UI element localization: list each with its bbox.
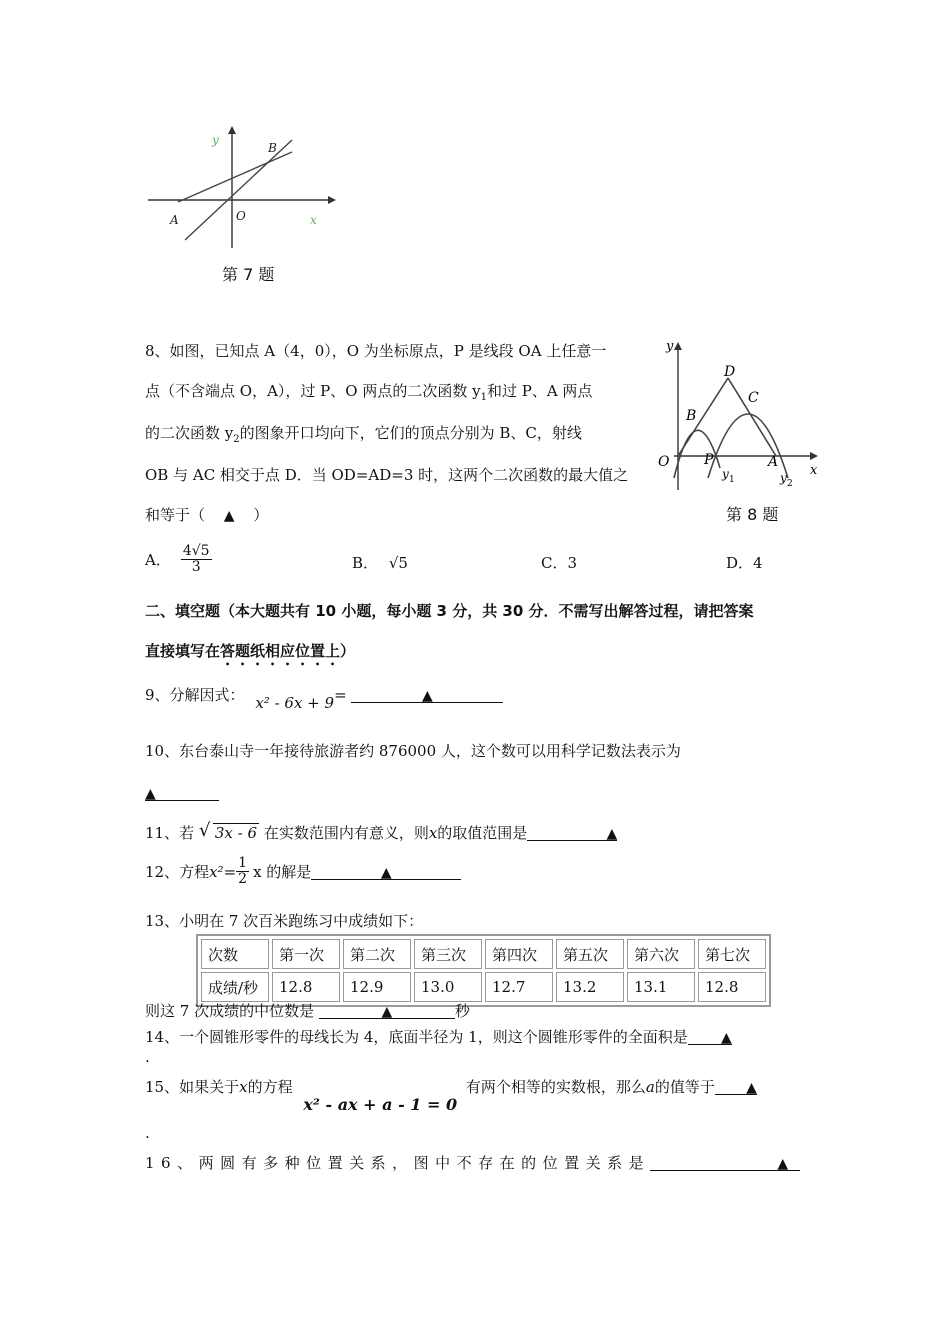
answer-triangle-icon: ▲ [145, 786, 156, 802]
fig8-y2-sub: 2 [787, 479, 793, 489]
table-cell: 12.9 [343, 972, 411, 1002]
table-header-cell: 次数 [201, 939, 269, 969]
fig7-A-label: A [170, 213, 179, 227]
fig8-O-label: O [658, 454, 670, 470]
q12-b: x 的解是 [253, 863, 312, 882]
table-header-cell: 第五次 [556, 939, 624, 969]
fig8-B-label: B [686, 408, 697, 424]
q8-line-3 [145, 422, 582, 445]
q8-line-5 [145, 504, 268, 525]
q15-b: 的方程 [247, 1078, 293, 1096]
table-header-cell: 第三次 [414, 939, 482, 969]
q13-after [145, 1000, 470, 1021]
table-cell: 12.8 [272, 972, 340, 1002]
q12-fraction [236, 856, 249, 888]
fig7-x-label: x [310, 213, 317, 227]
section-2-heading-line-1: 二、填空题（本大题共有 10 小题，每小题 3 分，共 30 分．不需写出解答过程，请把答案 [145, 602, 754, 620]
option-a-label: A． [145, 551, 171, 570]
q12-lhs: x² [209, 862, 224, 881]
q13-intro: 13、小明在 7 次百米跑练习中成绩如下： [145, 912, 424, 930]
q14-end: . [145, 1048, 150, 1066]
q11-answer-blank [527, 824, 617, 841]
fig8-P-label: P [704, 452, 714, 468]
q11-a: 11、若 [145, 824, 195, 842]
q14 [145, 1026, 732, 1047]
q15 [145, 1076, 757, 1114]
section-2-heading-2a: 直接填写在 [145, 642, 221, 660]
table-header-cell: 第七次 [698, 939, 766, 969]
q15-expression: x² - ax + a - 1 = 0 [303, 1095, 458, 1114]
q15-c: 有两个相等的实数根，那么 [465, 1078, 646, 1096]
table-row [201, 972, 766, 1002]
q12-numerator: 1 [238, 855, 248, 871]
table-cell: 12.8 [698, 972, 766, 1002]
figure-8-caption: 第 8 题 [726, 505, 779, 524]
q10-line-2 [145, 784, 219, 802]
q15-var2: a [645, 1078, 655, 1096]
q8-line-2-sub: 1 [480, 392, 487, 403]
q14-answer-blank [688, 1028, 732, 1045]
q12-equals: = [223, 862, 237, 881]
section-2-heading-2b: 答题纸相应位置上 [220, 642, 341, 660]
q8-line-1: 8、如图，已知点 A（4，0），O 为坐标原点，P 是线段 OA 上任意一 [145, 342, 607, 360]
fig8-y1-sub: 1 [729, 475, 735, 485]
figure-7-caption: 第 7 题 [222, 265, 275, 284]
q8-line-5a: 和等于（ [145, 506, 206, 524]
q16-answer-blank [650, 1154, 800, 1171]
q12 [145, 856, 461, 888]
q12-answer-blank [311, 863, 461, 880]
table-row-label: 成绩/秒 [201, 972, 269, 1002]
q8-option-c: C．3 [541, 554, 578, 572]
table-cell: 12.7 [485, 972, 553, 1002]
answer-triangle-icon: ▲ [422, 688, 433, 704]
q8-line-2 [145, 380, 592, 403]
q10-answer-blank [145, 784, 219, 801]
fig8-y-label: y [666, 339, 674, 354]
table-cell: 13.2 [556, 972, 624, 1002]
fig8-y1-label: y [722, 467, 729, 481]
figure-8-graph [652, 338, 822, 498]
answer-triangle-icon: ▲ [380, 865, 392, 882]
figure-8 [652, 338, 822, 498]
table-header-cell: 第六次 [627, 939, 695, 969]
q11-expression: 3x - 6 [214, 824, 258, 842]
sqrt-icon: √ [198, 820, 211, 841]
q9-equals: = [334, 686, 347, 704]
q8-line-5b: ） [253, 506, 269, 524]
q13-answer-blank [319, 1002, 455, 1019]
fig7-B-label: B [268, 141, 277, 155]
q11-b: 在实数范围内有意义，则 [263, 824, 429, 842]
q14-text: 14、一个圆锥形零件的母线长为 4，底面半径为 1，则这个圆锥形零件的全面积是 [145, 1028, 688, 1046]
q8-option-a [145, 544, 212, 576]
option-b-value: √5 [388, 554, 408, 572]
q13-after-a: 则这 7 次成绩的中位数是 [145, 1002, 315, 1020]
answer-triangle-icon: ▲ [381, 1004, 393, 1020]
option-a-fraction [181, 544, 212, 576]
answer-triangle-icon: ▲ [777, 1156, 789, 1172]
q8-line-4: OB 与 AC 相交于点 D．当 OD=AD=3 时，这两个二次函数的最大值之 [145, 466, 629, 484]
q11-c: 的取值范围是 [437, 824, 528, 842]
q9-label: 9、分解因式： [145, 686, 245, 704]
fig7-y-label: y [212, 133, 219, 147]
q8-line-3-sub: 2 [233, 434, 240, 445]
fig8-x-label: x [810, 463, 818, 478]
q9 [145, 684, 503, 712]
q11 [145, 822, 617, 843]
table-header-cell: 第二次 [343, 939, 411, 969]
q13-score-table [196, 934, 771, 1007]
table-cell: 13.1 [627, 972, 695, 1002]
q8-line-2a: 点（不含端点 O，A），过 P、O 两点的二次函数 y [145, 382, 481, 400]
section-2-heading-2c: ） [340, 642, 356, 660]
q8-line-3b: 的图象开口均向下，它们的顶点分别为 B、C，射线 [239, 424, 582, 442]
fig8-C-label: C [748, 390, 759, 406]
option-a-denominator: 3 [191, 559, 201, 576]
q8-option-b [352, 552, 408, 573]
option-b-label: B． [352, 554, 379, 572]
q12-denominator: 2 [238, 871, 248, 888]
answer-triangle-icon: ▲ [223, 508, 235, 524]
q15-d: 的值等于 [654, 1078, 715, 1096]
fig8-A-label: A [768, 454, 779, 470]
q15-a: 15、如果关于 [145, 1078, 240, 1096]
q10-line-1: 10、东台泰山寺一年接待旅游者约 876000 人，这个数可以用科学记数法表示为 [145, 742, 681, 760]
fig8-y2-label: y [780, 471, 787, 485]
q15-var: x [239, 1078, 248, 1096]
q12-a: 12、方程 [145, 863, 210, 882]
answer-triangle-icon: ▲ [720, 1030, 732, 1046]
q9-answer-blank [351, 686, 503, 703]
answer-triangle-icon: ▲ [606, 826, 618, 842]
q8-option-d: D．4 [726, 554, 763, 572]
q8-line-2b: 和过 P、A 两点 [486, 382, 593, 400]
section-2-heading-line-2 [145, 640, 355, 669]
q15-end: . [145, 1124, 150, 1142]
fig8-D-label: D [724, 364, 736, 380]
q16-text: 16、两圆有多种位置关系，图中不存在的位置关系是 [145, 1154, 651, 1172]
option-a-numerator: 4√5 [182, 543, 210, 559]
answer-triangle-icon: ▲ [746, 1080, 757, 1096]
q16 [145, 1152, 800, 1173]
table-cell: 13.0 [414, 972, 482, 1002]
fig7-O-label: O [236, 209, 246, 223]
q13-after-b: 秒 [454, 1002, 470, 1020]
q11-var: x [428, 824, 438, 842]
q9-expression: x² - 6x + 9 [255, 694, 335, 712]
table-header-row [201, 939, 766, 969]
q15-answer-blank [715, 1078, 757, 1095]
q8-line-3a: 的二次函数 y [145, 424, 234, 442]
table-header-cell: 第四次 [485, 939, 553, 969]
table-header-cell: 第一次 [272, 939, 340, 969]
q11-sqrt-expression [198, 820, 259, 842]
